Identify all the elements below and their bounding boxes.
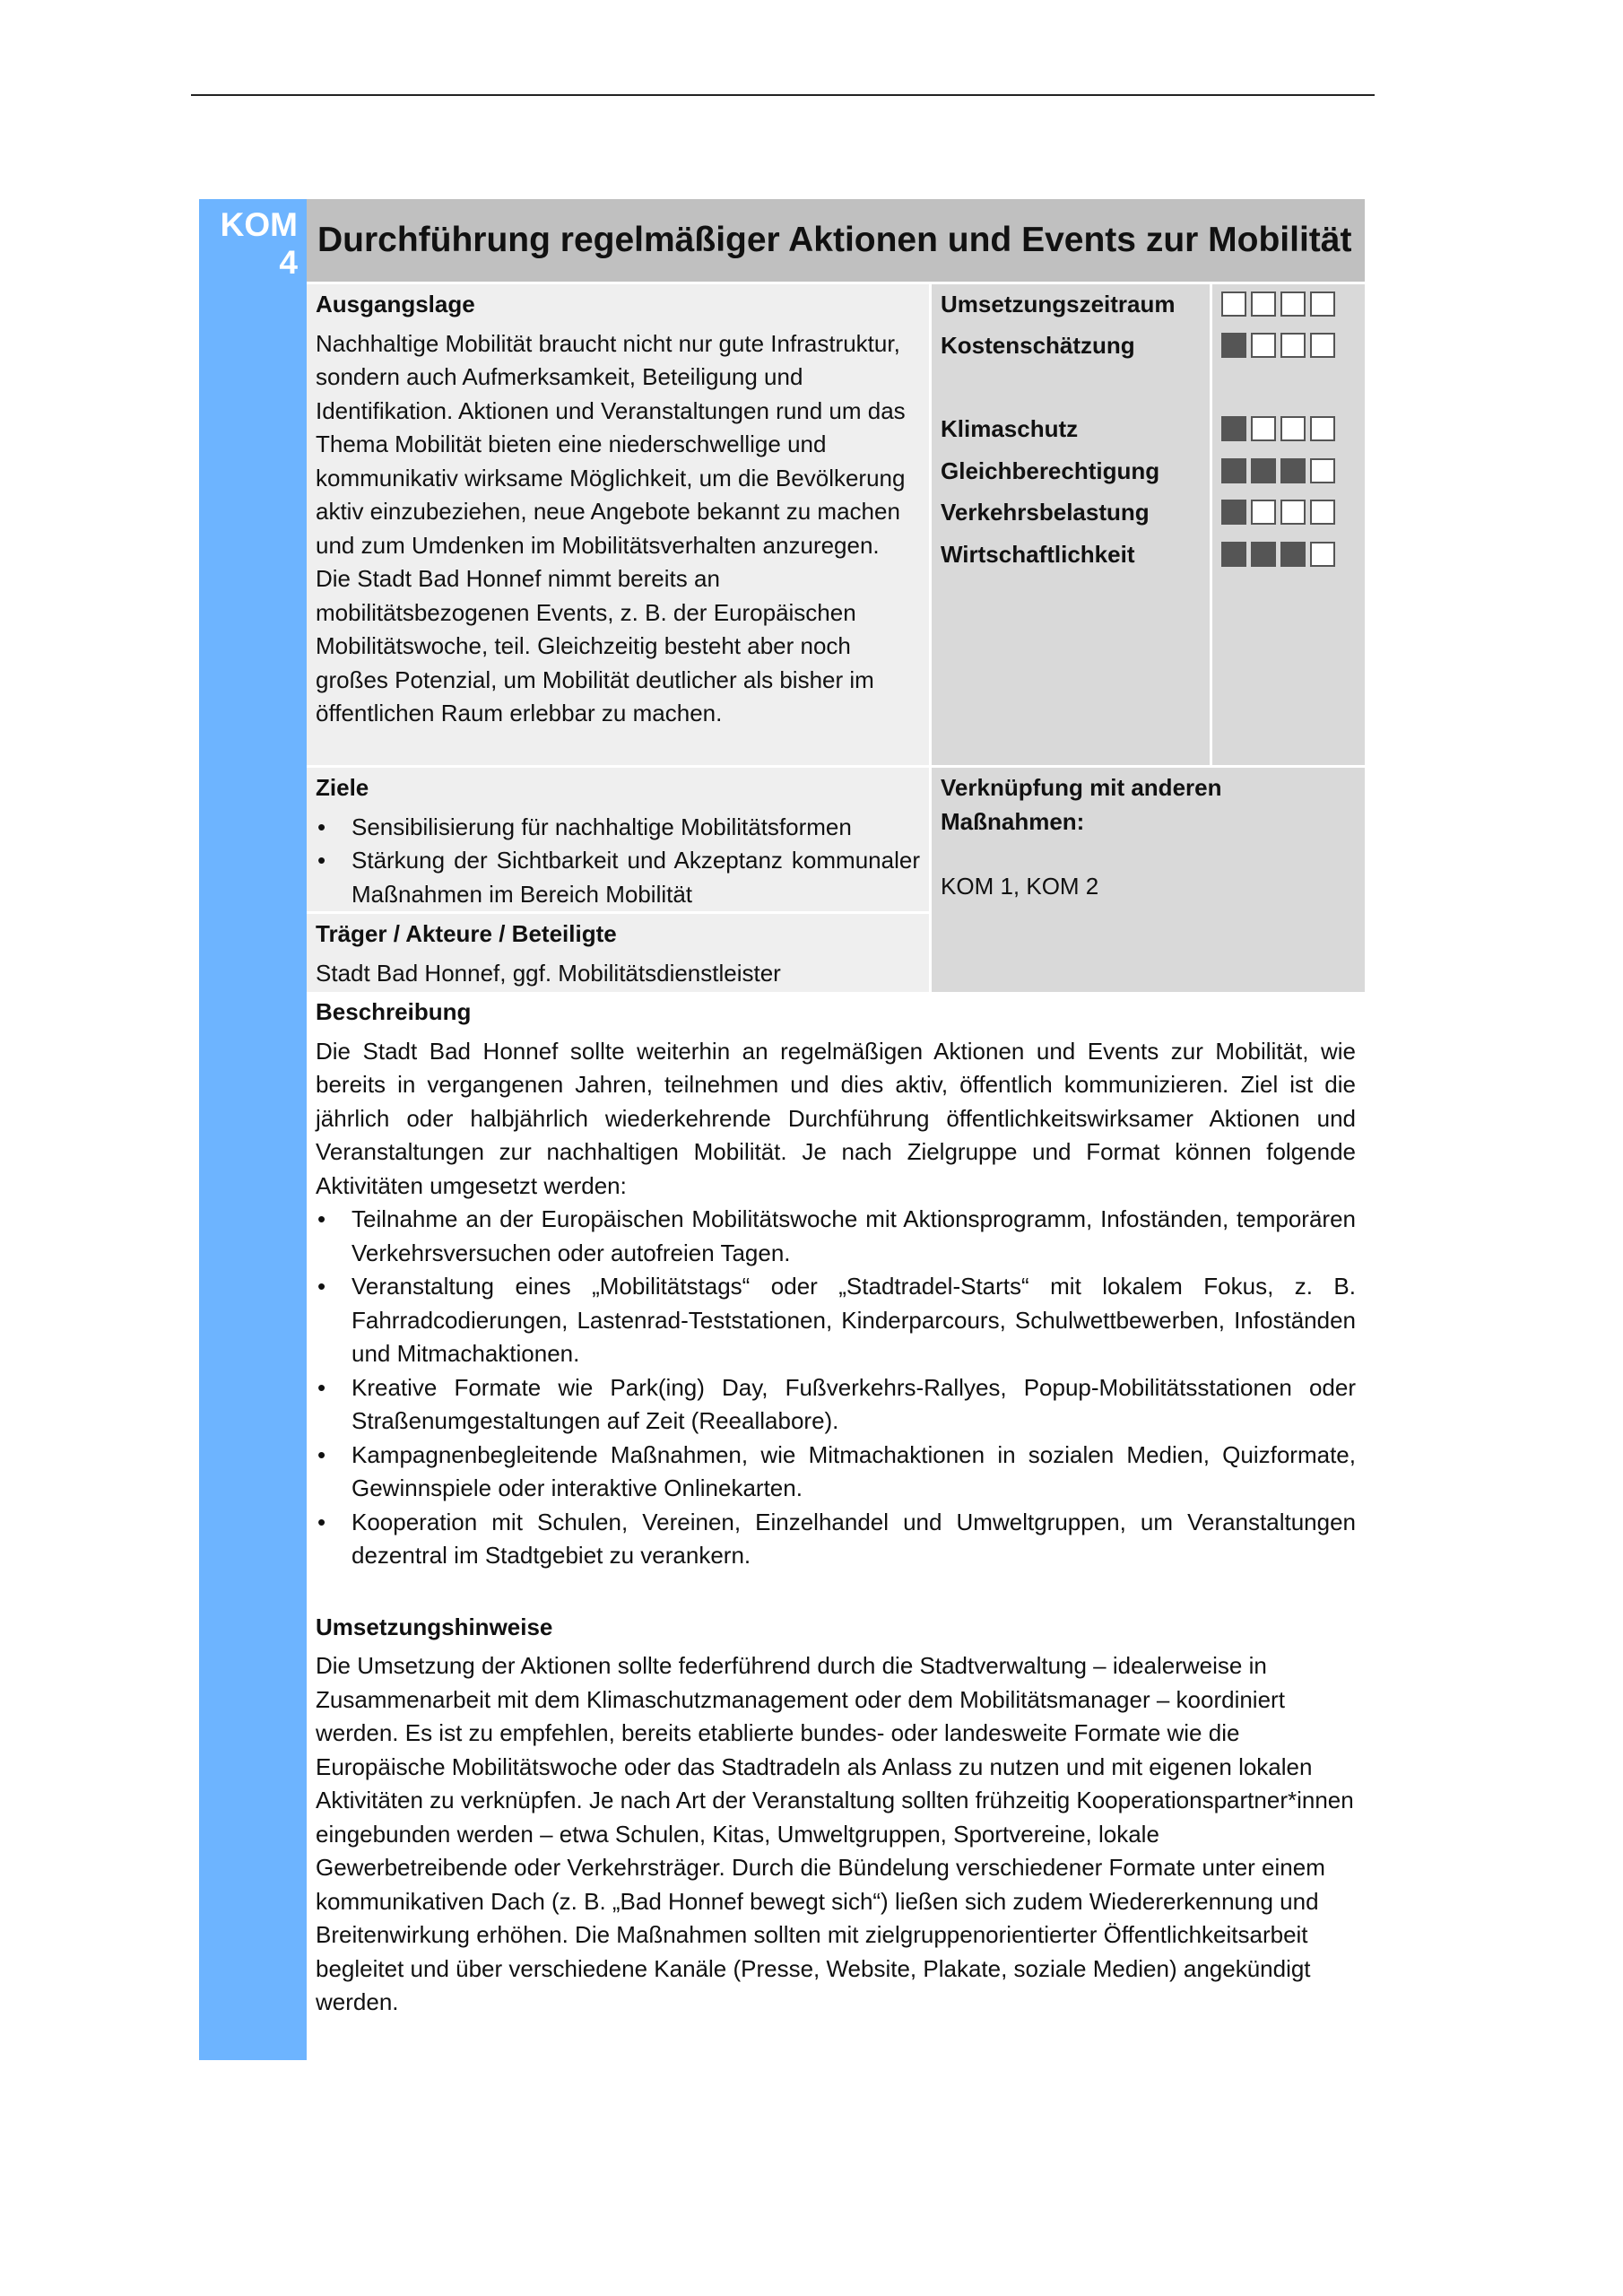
rating-square-empty: [1280, 291, 1306, 317]
ziele-item: • Sensibilisierung für nachhaltige Mobilitätsformen: [316, 811, 920, 845]
header-rule: [191, 94, 1375, 96]
verknuepfung-text: KOM 1, KOM 2: [941, 873, 1099, 900]
rating-wirtschaftlichkeit: [1221, 542, 1335, 569]
rating-square-filled: [1221, 416, 1246, 441]
rating-label-umsetzungszeitraum: Umsetzungszeitraum: [941, 291, 1176, 317]
beschreibung-list: [316, 1203, 1356, 1573]
rating-square-empty: [1280, 416, 1306, 441]
traeger-heading: Träger / Akteure / Beteiligte: [316, 920, 617, 947]
ziele-section: [307, 768, 929, 911]
rating-square-empty: [1251, 333, 1276, 358]
rating-square-filled: [1251, 458, 1276, 483]
beschreibung-item: • Kreative Formate wie Park(ing) Day, Fußverkehrs-Rallyes, Popup-Mobilitätsstationen oder Straßenumgestaltungen auf Zeit (Reeallabore).: [316, 1371, 1356, 1439]
rating-label-gleichberechtigung: Gleichberechtigung: [941, 457, 1160, 484]
ratings-scale: [1212, 284, 1365, 765]
rating-square-filled: [1221, 500, 1246, 525]
beschreibung-item: • Kooperation mit Schulen, Vereinen, Einzelhandel und Umweltgruppen, um Veranstaltungen dezentral im Stadtgebiet zu verankern.: [316, 1506, 1356, 1573]
traeger-text: Stadt Bad Honnef, ggf. Mobilitätsdienstleister: [316, 959, 781, 987]
rating-square-empty: [1310, 416, 1335, 441]
beschreibung-intro: Die Stadt Bad Honnef sollte weiterhin an regelmäßigen Aktionen und Events zur Mobilität, wie bereits in vergangenen Jahren, teilnehmen und dies aktiv, öffentlich kommunizieren. Ziel ist die jährlich oder halbjährlich wiederkehrende Durchführung öffentlichkeitswirksamer Aktionen und Veranstaltungen zur nachhaltigen Mobilität. Je nach Zielgruppe und Format können folgende Aktivitäten umgesetzt werden:: [316, 1037, 1356, 1199]
beschreibung-item: • Kampagnenbegleitende Maßnahmen, wie Mitmachaktionen in sozialen Medien, Quizformate, Gewinnspiele oder interaktive Onlinekarten.: [316, 1439, 1356, 1506]
traeger-section: [307, 914, 929, 992]
umsetzungshinweise-heading: Umsetzungshinweise: [316, 1613, 553, 1640]
rating-umsetzungszeitraum: [1221, 291, 1335, 318]
verknuepfung-heading: Verknüpfung mit anderen Maßnahmen:: [941, 774, 1222, 835]
rating-square-empty: [1310, 542, 1335, 567]
rating-label-kostenschaetzung: Kostenschätzung: [941, 332, 1135, 359]
rating-label-wirtschaftlichkeit: Wirtschaftlichkeit: [941, 541, 1135, 568]
measure-title: Durchführung regelmäßiger Aktionen und Events zur Mobilität: [317, 221, 1352, 259]
ziele-heading: Ziele: [316, 774, 369, 801]
ausgangslage-section: [307, 284, 929, 765]
umsetzungshinweise-text: Die Umsetzung der Aktionen sollte federführend durch die Stadtverwaltung – idealerweise in Zusammenarbeit mit dem Klimaschutzmanagement oder dem Mobilitätsmanager – koordiniert werden. Es ist zu empfehlen, bereits etablierte bundes- oder landesweite Formate wie die Europäische Mobilitätswoche oder das Stadtradeln als Anlass zu nutzen und mit eigenen lokalen Aktivitäten zu verknüpfen. Je nach Art der Veranstaltung sollten frühzeitig Kooperationspartner*innen eingebunden werden – etwa Schulen, Kitas, Umweltgruppen, Sportvereine, lokale Gewerbetreibende oder Verkehrsträger. Durch die Bündelung verschiedener Formate unter einem kommunikativen Dach (z. B. „Bad Honnef bewegt sich“) ließen sich zudem Wiedererkennung und Breitenwirkung erhöhen. Die Maßnahmen sollten mit zielgruppenorientierter Öffentlichkeitsarbeit begleitet und über verschiedene Kanäle (Presse, Website, Plakate, soziale Medien) angekündigt werden.: [316, 1652, 1354, 2015]
rating-square-empty: [1310, 458, 1335, 483]
beschreibung-heading: Beschreibung: [316, 998, 472, 1025]
title-bar: [307, 199, 1365, 282]
rating-klimaschutz: [1221, 416, 1335, 443]
ziele-item: • Stärkung der Sichtbarkeit und Akzeptanz kommunaler Maßnahmen im Bereich Mobilität: [316, 844, 920, 911]
verknuepfung-section: [932, 768, 1365, 992]
ausgangslage-heading: Ausgangslage: [316, 291, 475, 317]
rating-gleichberechtigung: [1221, 458, 1335, 485]
rating-square-empty: [1280, 500, 1306, 525]
rating-square-filled: [1251, 542, 1276, 567]
rating-verkehrsbelastung: [1221, 500, 1335, 526]
ratings-labels: [932, 284, 1210, 765]
rating-square-filled: [1280, 542, 1306, 567]
rating-square-empty: [1280, 333, 1306, 358]
beschreibung-section: [307, 996, 1365, 2020]
measure-code: KOM 4: [220, 206, 298, 281]
ausgangslage-text: Nachhaltige Mobilität braucht nicht nur gute Infrastruktur, sondern auch Aufmerksamkeit, Beteiligung und Identifikation. Aktionen und Veranstaltungen rund um das Thema Mobilität bieten eine niederschwellige und kommunikativ wirksame Möglichkeit, um die Bevölkerung aktiv einzubeziehen, neue Angebote bekannt zu machen und zum Umdenken im Mobilitätsverhalten anzuregen. Die Stadt Bad Honnef nimmt bereits an mobilitätsbezogenen Events, z. B. der Europäischen Mobilitätswoche, teil. Gleichzeitig besteht aber noch großes Potenzial, um Mobilität deutlicher als bisher im öffentlichen Raum erlebbar zu machen.: [316, 329, 906, 726]
rating-square-filled: [1221, 542, 1246, 567]
rating-square-empty: [1310, 291, 1335, 317]
rating-square-empty: [1251, 291, 1276, 317]
rating-label-verkehrsbelastung: Verkehrsbelastung: [941, 499, 1150, 526]
rating-label-klimaschutz: Klimaschutz: [941, 415, 1079, 442]
beschreibung-item: • Teilnahme an der Europäischen Mobilitätswoche mit Aktionsprogramm, Infoständen, temporären Verkehrsversuchen oder autofreien Tagen.: [316, 1203, 1356, 1270]
rating-square-filled: [1221, 458, 1246, 483]
rating-square-empty: [1221, 291, 1246, 317]
ziele-list: [316, 811, 920, 912]
rating-square-empty: [1310, 333, 1335, 358]
rating-square-empty: [1251, 416, 1276, 441]
rating-square-empty: [1251, 500, 1276, 525]
rating-kostenschaetzung: [1221, 333, 1335, 360]
rating-square-filled: [1280, 458, 1306, 483]
rating-square-empty: [1310, 500, 1335, 525]
rating-square-filled: [1221, 333, 1246, 358]
beschreibung-item: • Veranstaltung eines „Mobilitätstags“ oder „Stadtradel-Starts“ mit lokalem Fokus, z. B. Fahrradcodierungen, Lastenrad-Teststationen, Kinderparcours, Schulwettbewerben, Infoständen und Mitmachaktionen.: [316, 1270, 1356, 1371]
measure-code-sidebar: [199, 199, 307, 2060]
